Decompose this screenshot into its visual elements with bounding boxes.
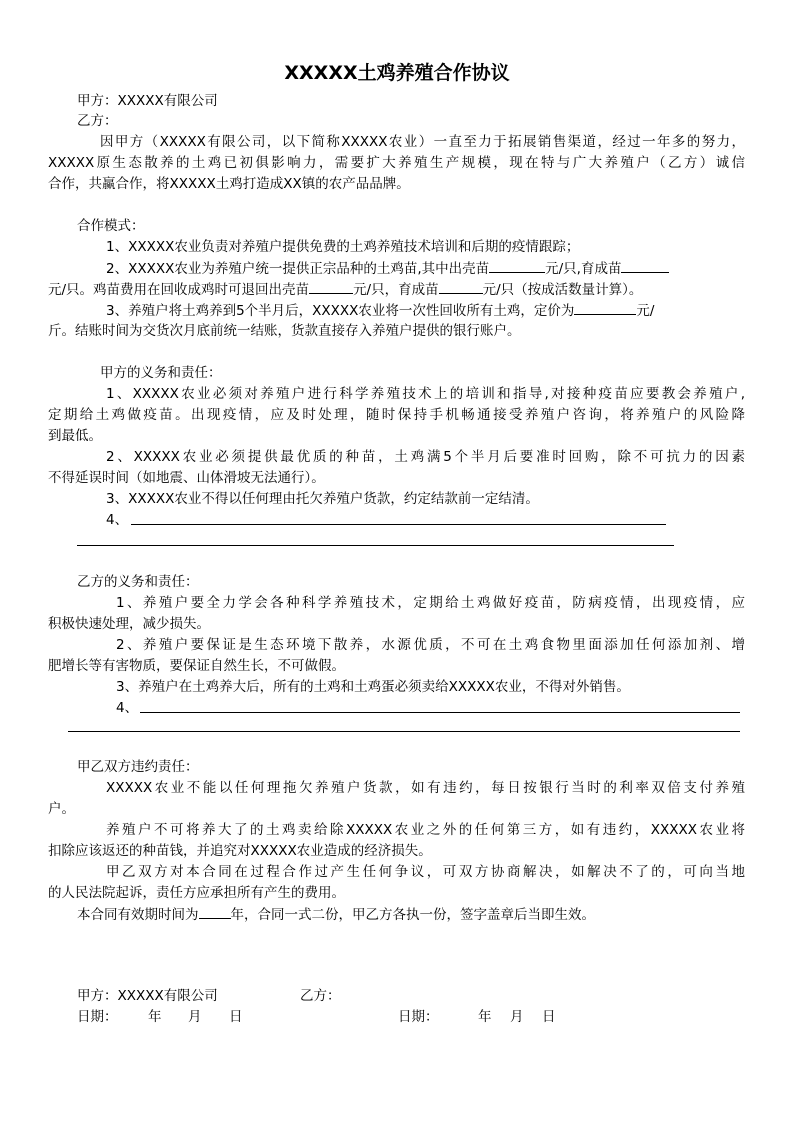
duty-a-item-2-line-2: 不得延误时间（如地震、山体滑坡无法通行）。: [48, 470, 325, 486]
intro-line-1: 因甲方（XXXXX有限公司，以下简称XXXXX农业）一直至力于拓展销售渠道，经过一年多的努力，: [100, 134, 745, 150]
validity-line: [77, 905, 595, 924]
refund-blank-grown[interactable]: [439, 280, 483, 294]
party-a-line: 甲方：XXXXX有限公司: [77, 93, 218, 109]
breach-heading: 甲乙双方违约责任：: [77, 759, 199, 775]
sign-date-b-month: 月: [510, 1009, 524, 1025]
document-title: XXXXX土鸡养殖合作协议: [284, 62, 510, 84]
sign-party-a: 甲方：XXXXX有限公司: [77, 988, 218, 1004]
breach-para-2-line-2: 扣除应该返还的种苗钱，并追究对XXXXX农业造成的经济损失。: [48, 843, 432, 859]
mode-item-2-text-b: 元/只,育成苗: [545, 261, 622, 277]
mode-item-2-text-c: 元/只。鸡苗费用在回收成鸡时可退回出壳苗: [48, 282, 310, 298]
breach-para-2-line-1: 养殖户不可将养大了的土鸡卖给除XXXXX农业之外的任何第三方，如有违约，XXXXX农业将: [106, 822, 745, 838]
sign-date-a-month: 月: [188, 1009, 202, 1025]
mode-item-1: 1、XXXXX农业负责对养殖户提供免费的土鸡养殖技术培训和后期的疫情跟踪；: [106, 239, 580, 255]
duty-a-item-4-label: 4、: [106, 512, 129, 528]
mode-item-2-line-1: [106, 259, 669, 278]
mode-item-2-text-e: 元/只（按成活数量计算）。: [482, 282, 643, 298]
duty-b-item-4-blank-line-2[interactable]: [68, 731, 740, 732]
price-blank-chick[interactable]: [489, 259, 545, 273]
duty-a-item-4-blank-line[interactable]: [131, 524, 666, 525]
sign-date-a-day: 日: [229, 1009, 243, 1025]
duty-a-item-2-line-1: 2、XXXXX农业必须提供最优质的种苗，土鸡满5个半月后要准时回购，除不可抗力的因素: [106, 449, 745, 465]
sign-date-b-year: 年: [478, 1009, 492, 1025]
mode-item-3-line-1: [106, 301, 654, 320]
validity-text-b: 年，合同一式二份，甲乙方各执一份，签字盖章后当即生效。: [230, 907, 595, 923]
duty-a-item-3: 3、XXXXX农业不得以任何理由托欠养殖户货款，约定结款前一定结清。: [106, 491, 539, 507]
mode-item-2-line-2: [48, 280, 642, 299]
intro-line-2: XXXXX原生态散养的土鸡已初俱影响力，需要扩大养殖生产规模，现在特与广大养殖户（乙方）诚信: [48, 155, 745, 171]
duty-a-item-1-line-3: 到最低。: [48, 428, 102, 444]
sign-date-a-label: 日期：: [77, 1009, 118, 1025]
sign-date-b-label: 日期：: [398, 1009, 439, 1025]
duty-b-heading: 乙方的义务和责任：: [77, 574, 199, 590]
duty-b-item-2-line-2: 肥增长等有害物质，要保证自然生长，不可做假。: [48, 658, 345, 674]
sign-date-b-day: 日: [542, 1009, 556, 1025]
duty-b-item-2-line-1: 2、养殖户要保证是生态环境下散养，水源优质，不可在土鸡食物里面添加任何添加剂、增: [116, 637, 745, 653]
duty-a-item-4-blank-line-2[interactable]: [77, 545, 674, 546]
mode-item-3-text-b: 元/: [636, 303, 655, 319]
duty-b-item-3: 3、养殖户在土鸡养大后，所有的土鸡和土鸡蛋必须卖给XXXXX农业，不得对外销售。: [116, 679, 630, 695]
mode-item-3-text-a: 3、养殖户将土鸡养到5个半月后，XXXXX农业将一次性回收所有土鸡，定价为: [106, 303, 575, 319]
validity-text-a: 本合同有效期时间为: [77, 907, 199, 923]
intro-line-3: 合作，共赢合作，将XXXXX土鸡打造成XX镇的农产品品牌。: [48, 176, 410, 192]
duty-b-item-4-blank-line[interactable]: [140, 712, 740, 713]
mode-heading: 合作模式：: [77, 218, 145, 234]
mode-item-2-text-d: 元/只，育成苗: [353, 282, 439, 298]
mode-item-2-text-a: 2、XXXXX农业为养殖户统一提供正宗品种的土鸡苗,其中出壳苗: [106, 261, 490, 277]
party-b-line: 乙方：: [77, 113, 118, 129]
breach-para-1-line-1: XXXXX农业不能以任何理拖欠养殖户货款，如有违约，每日按银行当时的利率双倍支付养殖: [106, 780, 745, 796]
duty-b-item-4-label: 4、: [116, 700, 139, 716]
duty-b-item-1-line-2: 积极快速处理，减少损失。: [48, 616, 210, 632]
refund-blank-chick[interactable]: [309, 280, 353, 294]
breach-para-3-line-1: 甲乙双方对本合同在过程合作过产生任何争议，可双方协商解决，如解决不了的，可向当地: [106, 864, 745, 880]
duty-b-item-1-line-1: 1、养殖户要全力学会各种科学养殖技术，定期给土鸡做好疫苗，防病疫情，出现疫情，应: [116, 595, 745, 611]
buyback-price-blank[interactable]: [574, 301, 636, 315]
sign-date-a-year: 年: [148, 1009, 162, 1025]
sign-party-b: 乙方：: [300, 988, 341, 1004]
breach-para-3-line-2: 的人民法院起诉，责任方应承担所有产生的费用。: [48, 885, 345, 901]
breach-para-1-line-2: 户。: [48, 801, 75, 817]
mode-item-3-line-2: 斤。结账时间为交货次月底前统一结账，货款直接存入养殖户提供的银行账户。: [48, 323, 521, 339]
validity-years-blank[interactable]: [199, 905, 231, 919]
duty-a-item-1-line-2: 定期给土鸡做疫苗。出现疫情，应及时处理，随时保持手机畅通接受养殖户咨询，将养殖户的风险降: [48, 407, 745, 423]
price-blank-grown[interactable]: [621, 259, 669, 273]
duty-a-item-1-line-1: 1、XXXXX农业必须对养殖户进行科学养殖技术上的培训和指导,对接种疫苗应要教会养殖户,: [106, 386, 745, 402]
duty-a-heading: 甲方的义务和责任：: [100, 365, 222, 381]
